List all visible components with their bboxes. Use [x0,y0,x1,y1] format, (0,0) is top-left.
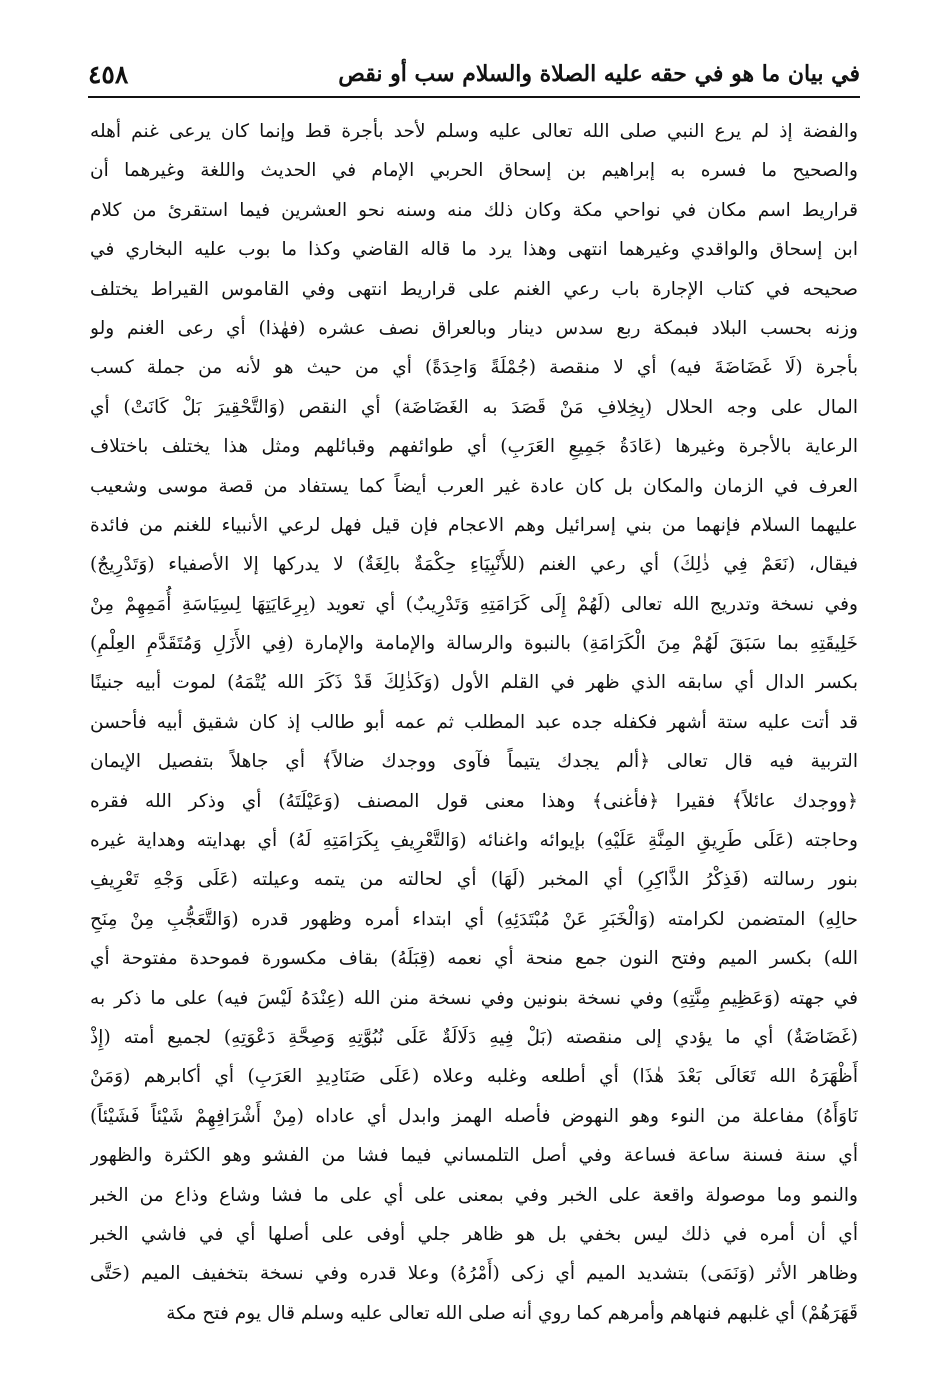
text-line: عليهما السلام فإنهما من بني إسرائيل وهم الاعجام فإن قيل فهل لرعي الأنبياء للغنم من فائدة [90,514,858,536]
text-line: والنمو وما موصولة واقعة على الخبر وفي بمعنى على أي على ما فشا وشاع وذاع من الخبر [90,1184,858,1206]
text-line: ابن إسحاق والواقدي وغيرهما انتهى وهذا يرد ما قاله القاضي وكذا ما بوب عليه البخاري في [90,239,858,261]
text-line: وزنه بحسب البلاد فبمكة ربع سدس دينار وبالعراق نصف عشره (فهٰذا) أي رعى الغنم ولو [90,317,858,339]
text-line: بأجرة (لَا غَضَاضَةَ فيه) أي لا منقصة (جُمْلَةً وَاحِدَةً) أي من حيث هو لأنه من جملة كسب [90,357,858,379]
text-line: ﴿ووجدك عائلاً﴾ فقيرا ﴿فأغنى﴾ وهذا معنى قول المصنف (وَعَيْلَتَهُ) أي وذكر الله فقره [90,790,858,812]
text-line: نَاوَأَهُ) مفاعلة من النوء وهو النهوض فأصله الهمز وابدل أي عاداه (مِنْ أَشْرَافِهِمْ شَيْئاً فَشَيْئاً) [90,1105,858,1127]
text-line: قراريط اسم مكان في نواحي مكة وكان ذلك منه وسنه نحو العشرين فيما استقرئ من كلام [90,199,858,221]
text-line: صحيحه في كتاب الإجارة باب رعي الغنم على قراريط انتهى وفي القاموس القيراط يختلف [90,278,858,300]
text-line: وظاهر الأثر (وَنَمَى) بتشديد الميم أي زكى (أَمْرُهُ) وعلا قدره وفي نسخة بتخفيف الميم (حَتَّى [90,1263,858,1285]
text-line: قَهَرَهُمْ) أي غلبهم فنهاهم وأمرهم كما روي أنه صلى الله تعالى عليه وسلم قال يوم فتح مكة [166,1302,858,1324]
running-title: في بيان ما هو في حقه عليه الصلاة والسلام سب أو نقص [338,61,860,87]
text-line: (غَضَاضَةٌ) أي ما يؤدي إلى منقصته (بَلْ فِيهِ دَلَالَةٌ عَلَى نُبُوَّتِهِ وَصِحَّةِ دَعْوَتِهِ) لجميع أمته (إِذْ [90,1026,858,1048]
text-line: الله) بكسر الميم وفتح النون جمع منحة أي نعمه (قِبَلَهُ) بقاف مكسورة فموحدة مفتوحة أي [90,948,858,970]
text-line: حالِهِ) المتضمن لكرامته (وَالْخَبَرِ عَنْ مُبْتَدَئِهِ) أي ابتداء أمره وظهور قدره (وَالتَّعَجُّبِ مِنْ مِنَحِ [90,908,858,930]
page-number: ٤٥٨ [88,59,129,89]
text-line: في جهته (وَعَظِيمِ مِنَّتِهِ) وفي نسخة بنونين وفي نسخة منن الله (عِنْدَهُ لَيْسَ فيه) على ما ذكر به [90,987,858,1009]
text-line: الرعاية بالأجرة وغيرها (عَادَةُ جَمِيعِ العَرَبِ) أي طوائفهم وقبائلهم ومثل هذا يختلف باختلاف [90,436,858,458]
text-line: بكسر الدال أي سابقه الذي ظهر في القلم الأول (وَكَذٰلِكَ قَدْ ذَكَرَ الله يُتْمَهُ) لموت أبيه جنينًا [90,672,858,694]
text-line: أي أن أمره في ذلك ليس بخفي بل هو ظاهر جلي أوفى على أصلها أي في فاشي الخبر [90,1223,858,1245]
text-line: بنور رسالته (فَذِكْرُ الذَّاكِرِ) أي المخبر (لَهَا) أي لحالته من يتمه وعيلته (عَلَى وَجْهِ تَعْرِيفِ [90,869,858,891]
text-line: وحاجته (عَلَى طَرِيقِ المِنَّةِ عَلَيْهِ) بإيوائه واغنائه (وَالتَّعْرِيفِ بِكَرَامَتِهِ لَهُ) أي بهدايته وهداية غيره [90,830,858,852]
text-line: العرف في الزمان والمكان بل كان عادة غير العرب أيضاً كما يستفاد من قصة موسى وشعيب [90,475,858,497]
text-line: التربية فيه قال تعالى ﴿ألم يجدك يتيماً فآوى ووجدك ضالاً﴾ أي جاهلاً بتفصيل الإيمان [90,751,858,773]
page-body-text [90,112,858,1333]
text-line: خَلِيقَتِهِ بما سَبَقَ لَهُمْ مِنَ الْكَرَامَةِ) بالنبوة والرسالة والإمامة والإمارة (فِي الأَزَلِ وَمُتَقَدَّمِ العِلْمِ) [90,633,858,655]
text-line: قد أتت عليه ستة أشهر فكفله جده عبد المطلب ثم عمه أبو طالب إذ كان شقيق أبيه فأحسن [90,711,858,733]
text-line: أَظْهَرَهُ الله تَعَالَى بَعْدَ هٰذَا) أي أطلعه وغلبه وعلاه (عَلَى صَنَادِيدِ العَرَبِ) أي أكابرهم (وَمَنْ [90,1066,858,1088]
page-header [88,52,860,96]
header-divider [88,96,860,98]
text-line: والصحيح ما فسره به إبراهيم بن إسحاق الحربي الإمام في الحديث واللغة وغيرهما أن [90,160,858,182]
text-line: المال على وجه الحلال (بِخِلافِ مَنْ قَصَدَ به الغَضَاضَة) أي النقص (وَالتَّحْقِيرَ بَلْ كَانَتْ) أي [90,396,858,418]
text-line: فيقال، (نَعَمْ فِي ذٰلِكَ) أي رعي الغنم (للأَنْبِيَاءِ حِكْمَةٌ بالِغَةٌ) لا يدركها إلا الأصفياء (وَتَدْرِيجٌ) [90,554,858,576]
text-line: أي سنة فسنة ساعة فساعة وفي أصل التلمساني فيما فشا من الفشو وهو الكثرة والظهور [90,1145,858,1167]
text-line: وفي نسخة وتدريج الله تعالى (لَهُمْ إِلَى كَرَامَتِهِ وَتَدْرِيبٌ) أي تعويد (بِرِعَايَتِهَا لِسِيَاسَةِ أُمَمِهِمْ مِنْ [90,593,858,615]
text-line: والفضة إذ لم يرع النبي صلى الله تعالى عليه وسلم لأحد بأجرة قط وإنما كان يرعى غنم أهله [90,121,858,142]
